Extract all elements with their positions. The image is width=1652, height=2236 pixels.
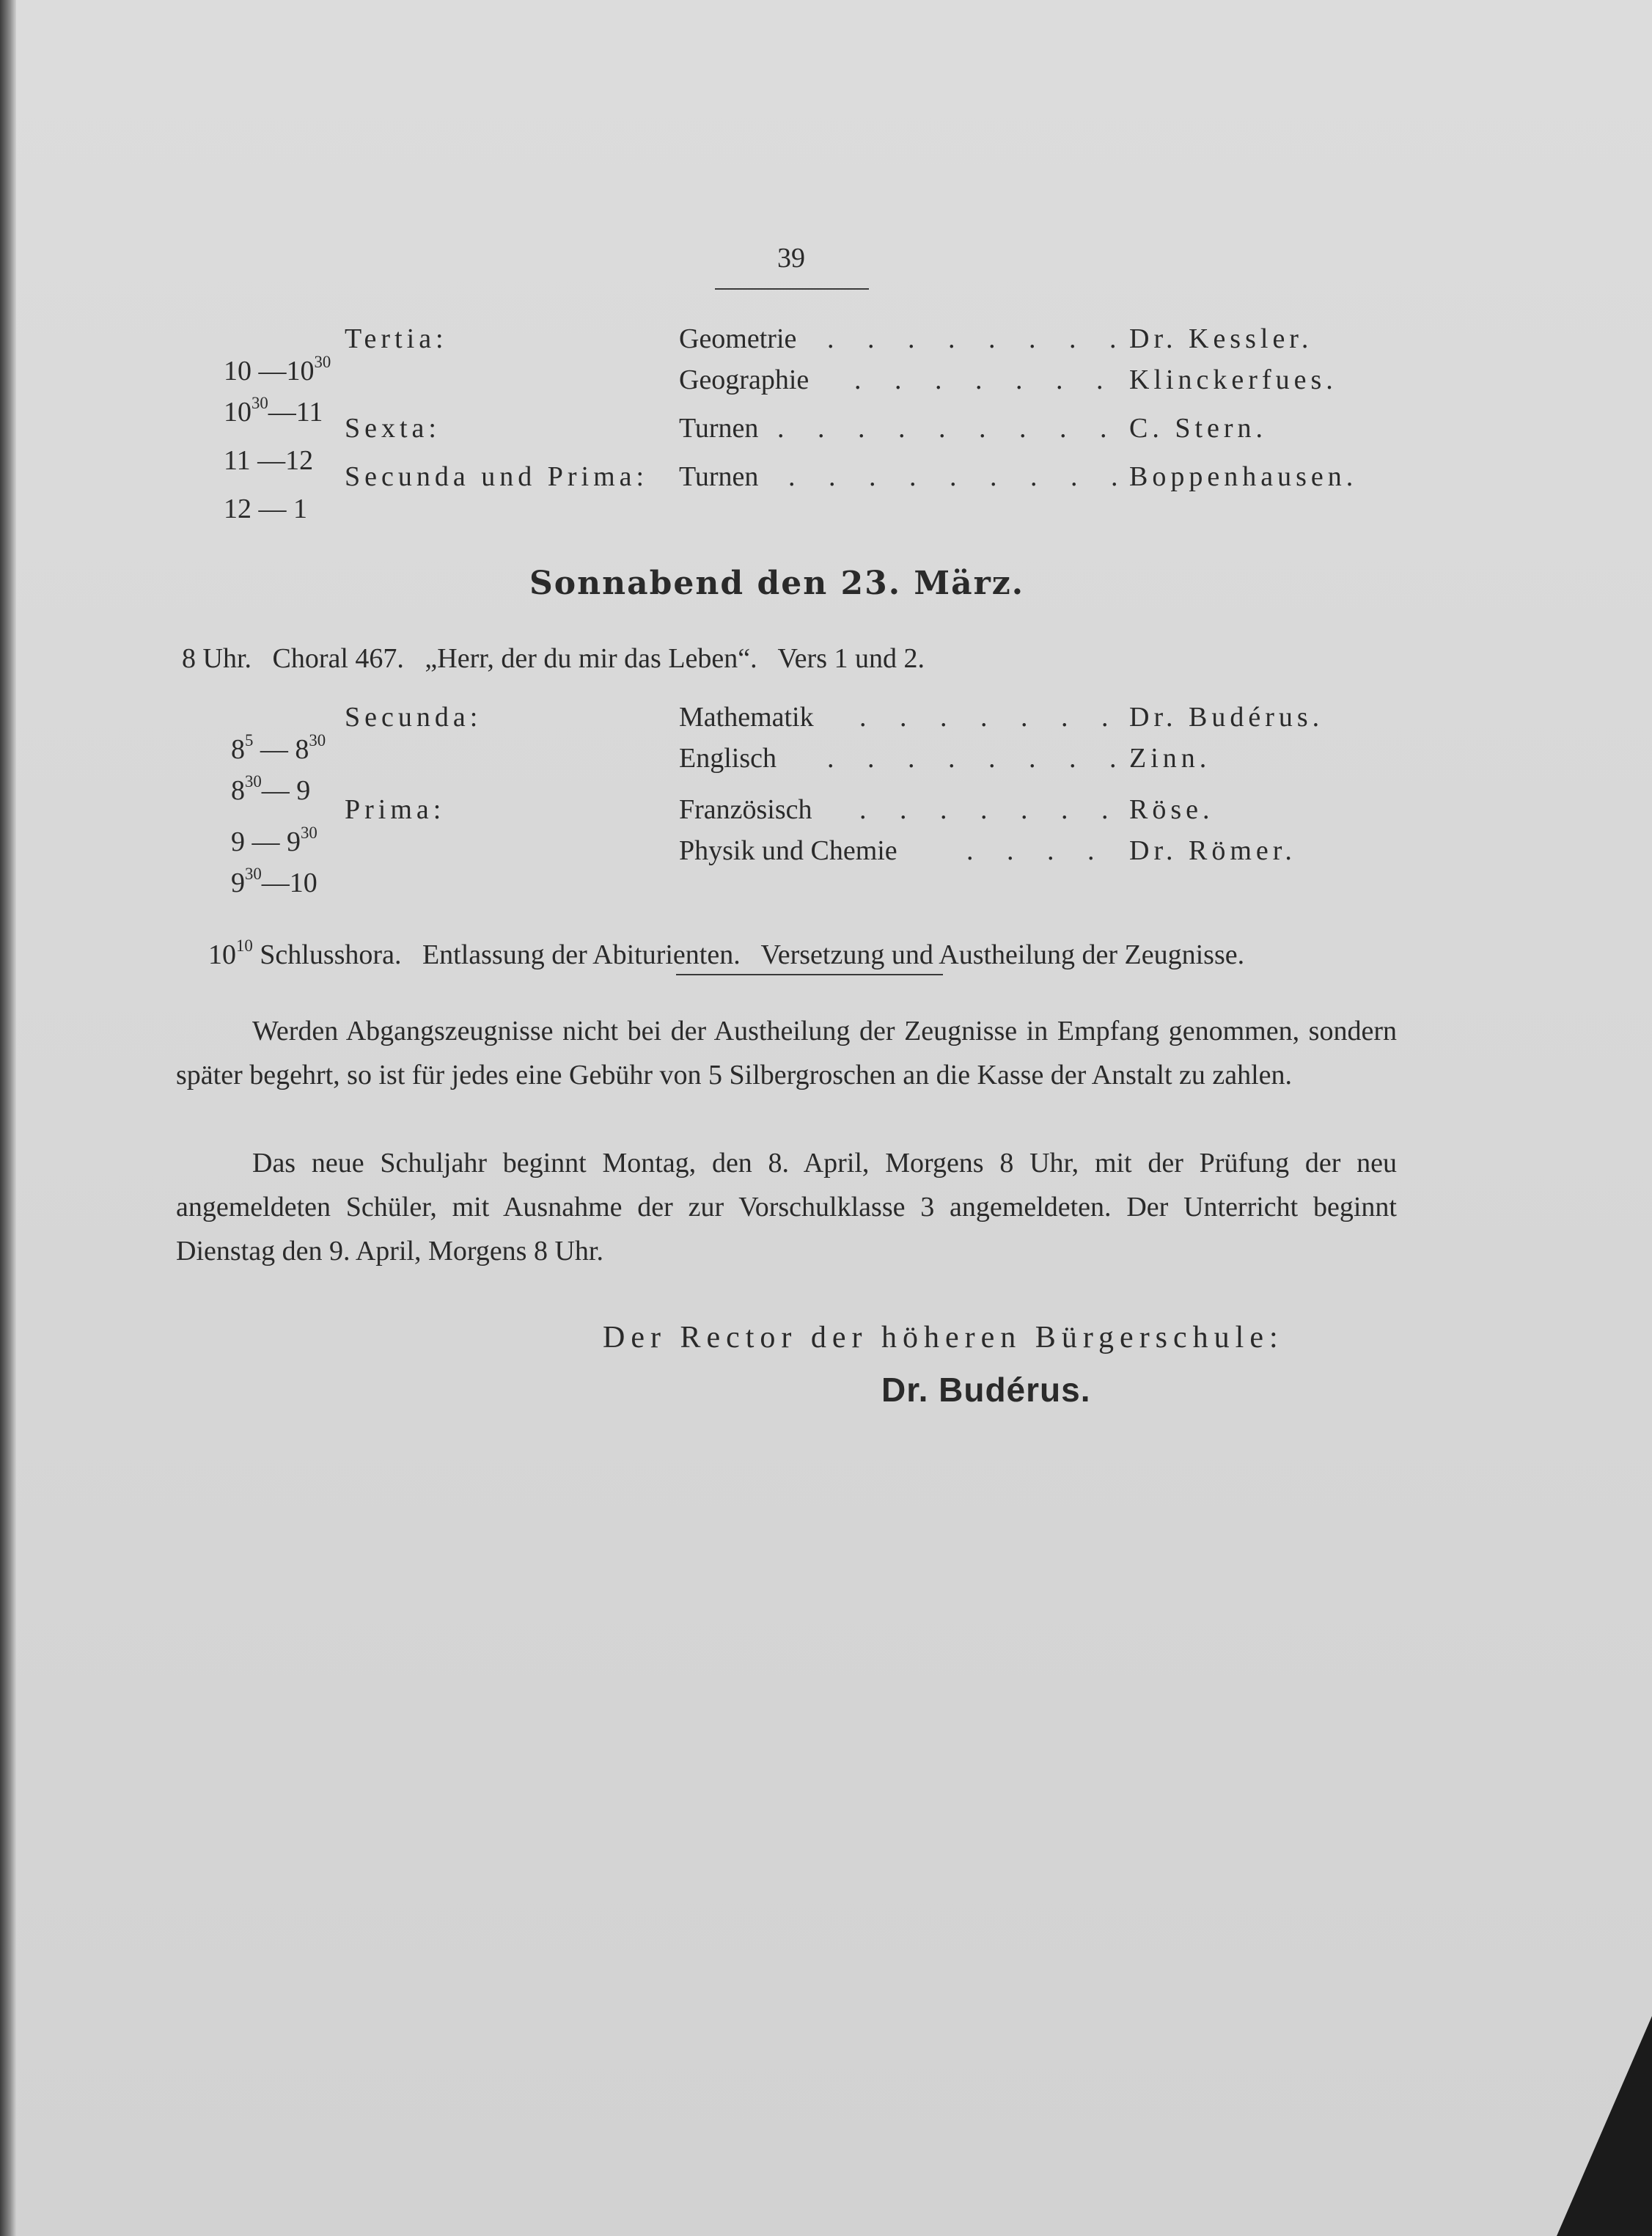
table-row: 9 — $9^{30}$ xyxy=(231,823,317,857)
subject: Turnen xyxy=(679,461,759,492)
class-name: Tertia: xyxy=(345,323,448,354)
paragraph-new-term: Das neue Schuljahr beginnt Montag, den 8. April, Morgens 8 Uhr, mit der Prüfung der neu angemeldeten Schüler, mit Ausnahme der zur Vorschulklasse 3 angemeldeten. Der Unterricht beginnt Dienstag den 9. April, Morgens 8 Uhr. xyxy=(176,1148,1397,1267)
page-number: 39 xyxy=(777,243,805,274)
paragraph-fees: Werden Abgangszeugnisse nicht bei der Austheilung der Zeugnisse in Empfang genommen, sondern später begehrt, so ist für jedes eine Gebühr von 5 Silbergroschen an die Kasse der Anstalt zu zahlen. xyxy=(176,1016,1397,1090)
table-row: 12 — 1 xyxy=(224,494,307,524)
teacher: Dr. Budérus. xyxy=(1129,702,1324,733)
teacher: Dr. Kessler. xyxy=(1129,323,1313,354)
subject: Physik und Chemie xyxy=(679,835,897,866)
table-row: $8^5$ — $8^{30}$ xyxy=(231,730,326,765)
leader-dots: . . . . xyxy=(966,835,1108,866)
class-name: Sexta: xyxy=(345,413,441,444)
section-divider xyxy=(676,974,943,975)
leader-dots: . . . . . . . xyxy=(854,364,1117,395)
leader-dots: . . . . . . . xyxy=(859,702,1122,733)
page-binding-edge xyxy=(0,0,16,2236)
signature-line: Der Rector der höheren Bürgerschule: xyxy=(603,1321,1284,1355)
leader-dots: . . . . . . . . xyxy=(827,323,1130,354)
closing-line: $10^{10}$ Schlusshora. Entlassung der Abiturienten. Versetzung und Austheilung der Zeugnisse. xyxy=(208,936,1245,970)
day-heading: Sonnabend den 23. März. xyxy=(529,565,1025,602)
leader-dots: . . . . . . . . . xyxy=(788,461,1131,492)
teacher: Boppenhausen. xyxy=(1129,461,1358,492)
teacher: Klinckerfues. xyxy=(1129,364,1337,395)
table-row: $9^{30}—10$ xyxy=(231,864,317,898)
class-name: Secunda und Prima: xyxy=(345,461,649,492)
class-name: Prima: xyxy=(345,794,446,825)
table-row: 10 $—10^{30}$ xyxy=(224,352,331,386)
subject: Mathematik xyxy=(679,702,814,733)
subject: Geometrie xyxy=(679,323,797,354)
class-name: Secunda: xyxy=(345,702,482,733)
signature-name: Dr. Budérus. xyxy=(881,1371,1091,1409)
page-number-rule xyxy=(715,288,869,290)
leader-dots: . . . . . . . xyxy=(859,794,1122,825)
subject: Französisch xyxy=(679,794,812,825)
leader-dots: . . . . . . . . xyxy=(827,743,1130,774)
teacher: Dr. Römer. xyxy=(1129,835,1296,866)
leader-dots: . . . . . . . . . xyxy=(777,413,1120,444)
subject: Geographie xyxy=(679,364,810,395)
table-row: $10^{30}—11$ xyxy=(224,393,323,428)
page-corner-shadow xyxy=(1557,2016,1652,2236)
table-row: 11 —12 xyxy=(224,445,314,476)
teacher: Röse. xyxy=(1129,794,1214,825)
teacher: Zinn. xyxy=(1129,743,1211,774)
morning-line: 8 Uhr. Choral 467. „Herr, der du mir das Leben“. Vers 1 und 2. xyxy=(182,643,925,674)
teacher: C. Stern. xyxy=(1129,413,1268,444)
table-row: $8^{30}—$ 9 xyxy=(231,771,311,806)
subject: Englisch xyxy=(679,743,777,774)
subject: Turnen xyxy=(679,413,759,444)
